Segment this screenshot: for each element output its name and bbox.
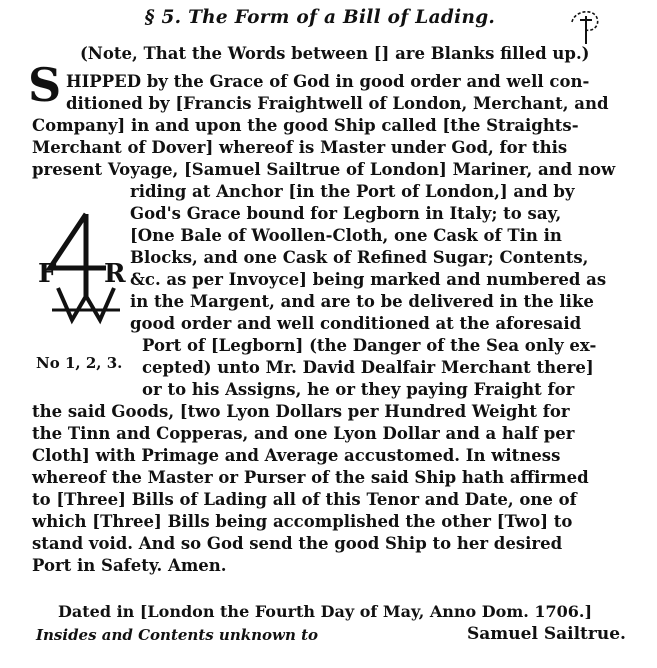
body-line: stand void. And so God send the good Ship to her desired <box>32 534 563 553</box>
signature: Samuel Sailtrue. <box>467 624 626 644</box>
blanks-note: (Note, That the Words between [] are Blanks filled up.) <box>80 44 590 63</box>
body-line: [One Bale of Woollen-Cloth, one Cask of Tin in <box>130 226 562 245</box>
body-line: Company] in and upon the good Ship called [the Straights- <box>32 116 579 135</box>
drop-cap: S <box>28 58 62 112</box>
body-line: to [Three] Bills of Lading all of this Tenor and Date, one of <box>32 490 577 509</box>
body-line: Port in Safety. Amen. <box>32 556 227 575</box>
body-line: cepted) unto Mr. David Dealfair Merchant there] <box>142 358 594 377</box>
body-line: Merchant of Dover] whereof is Master under God, for this <box>32 138 568 157</box>
body-line: Port of [Legborn] (the Danger of the Sea only ex- <box>142 336 597 355</box>
mark-letter-right: R <box>104 259 126 289</box>
body-line: Blocks, and one Cask of Refined Sugar; Contents, <box>130 248 589 267</box>
body-line: the said Goods, [two Lyon Dollars per Hundred Weight for <box>32 402 570 421</box>
body-line: riding at Anchor [in the Port of London,] and by <box>130 182 575 201</box>
dated-line: Dated in [London the Fourth Day of May, Anno Dom. 1706.] <box>58 602 593 621</box>
body-line: &c. as per Invoyce] being marked and numbered as <box>130 270 607 289</box>
body-line: good order and well conditioned at the aforesaid <box>130 314 582 333</box>
body-line: Cloth] with Primage and Average accustomed. In witness <box>32 446 561 465</box>
merchant-mark-icon <box>28 210 128 330</box>
body-line: the Tinn and Copperas, and one Lyon Dollar and a half per <box>32 424 575 443</box>
body-line: which [Three] Bills being accomplished the other [Two] to <box>32 512 573 531</box>
body-line: whereof the Master or Purser of the said Ship hath affirmed <box>32 468 589 487</box>
body-line: present Voyage, [Samuel Sailtrue of London] Mariner, and now <box>32 160 616 179</box>
bale-numbers: No 1, 2, 3. <box>36 354 123 372</box>
body-line: God's Grace bound for Legborn in Italy; to say, <box>130 204 562 223</box>
section-heading: § 5. The Form of a Bill of Lading. <box>144 6 496 28</box>
body-line: or to his Assigns, he or they paying Fraight for <box>142 380 575 399</box>
body-line: HIPPED by the Grace of God in good order and well con- <box>66 72 590 91</box>
body-line: in the Margent, and are to be delivered in the like <box>130 292 594 311</box>
body-line: ditioned by [Francis Fraightwell of London, Merchant, and <box>66 94 609 113</box>
mark-letter-left: F <box>38 259 57 289</box>
insides-line: Insides and Contents unknown to <box>36 626 319 644</box>
